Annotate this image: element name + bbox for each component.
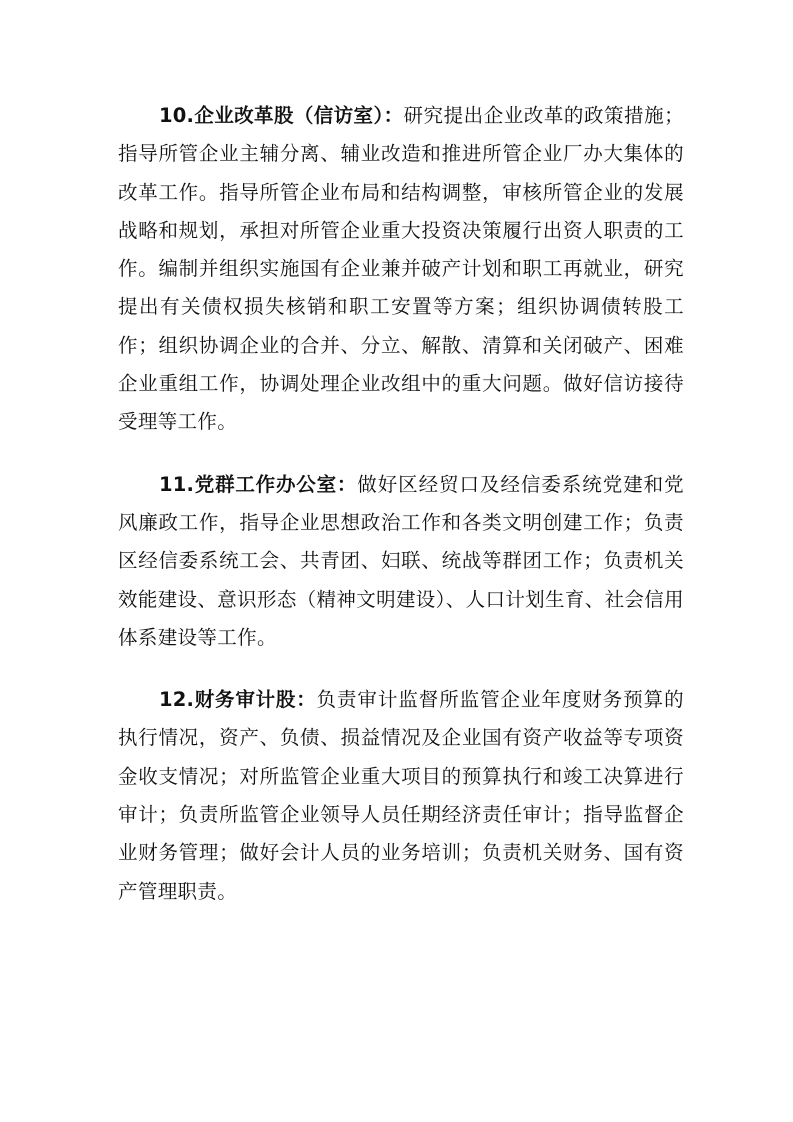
section-party-office [118, 466, 684, 657]
section-heading: 12.财务审计股： [159, 688, 317, 712]
document-page [118, 97, 684, 911]
section-finance-audit [118, 681, 684, 911]
section-enterprise-reform [118, 97, 684, 442]
section-body: 研究提出企业改革的政策措施；指导所管企业主辅分离、辅业改造和推进所管企业厂办大集体的改革工作。指导所管企业布局和结构调整，审核所管企业的发展战略和规划，承担对所管企业重大投资决策履行出资人职责的工作。编制并组织实施国有企业兼并破产计划和职工再就业，研究提出有关债权损失核销和职工安置等方案；组织协调债转股工作；组织协调企业的合并、分立、解散、清算和关闭破产、困难企业重组工作，协调处理企业改组中的重大问题。做好信访接待受理等工作。 [118, 104, 684, 434]
section-heading: 11.党群工作办公室： [159, 472, 358, 496]
section-body: 做好区经贸口及经信委系统党建和党风廉政工作，指导企业思想政治工作和各类文明创建工作；负责区经信委系统工会、共青团、妇联、统战等群团工作；负责机关效能建设、意识形态（精神文明建设）、人口计划生育、社会信用体系建设等工作。 [118, 472, 684, 649]
section-heading: 10.企业改革股（信访室）： [159, 104, 404, 127]
section-body: 负责审计监督所监管企业年度财务预算的执行情况，资产、负债、损益情况及企业国有资产收益等专项资金收支情况；对所监管企业重大项目的预算执行和竣工决算进行审计；负责所监管企业领导人员任期经济责任审计；指导监督企业财务管理；做好会计人员的业务培训；负责机关财务、国有资产管理职责。 [118, 688, 684, 903]
